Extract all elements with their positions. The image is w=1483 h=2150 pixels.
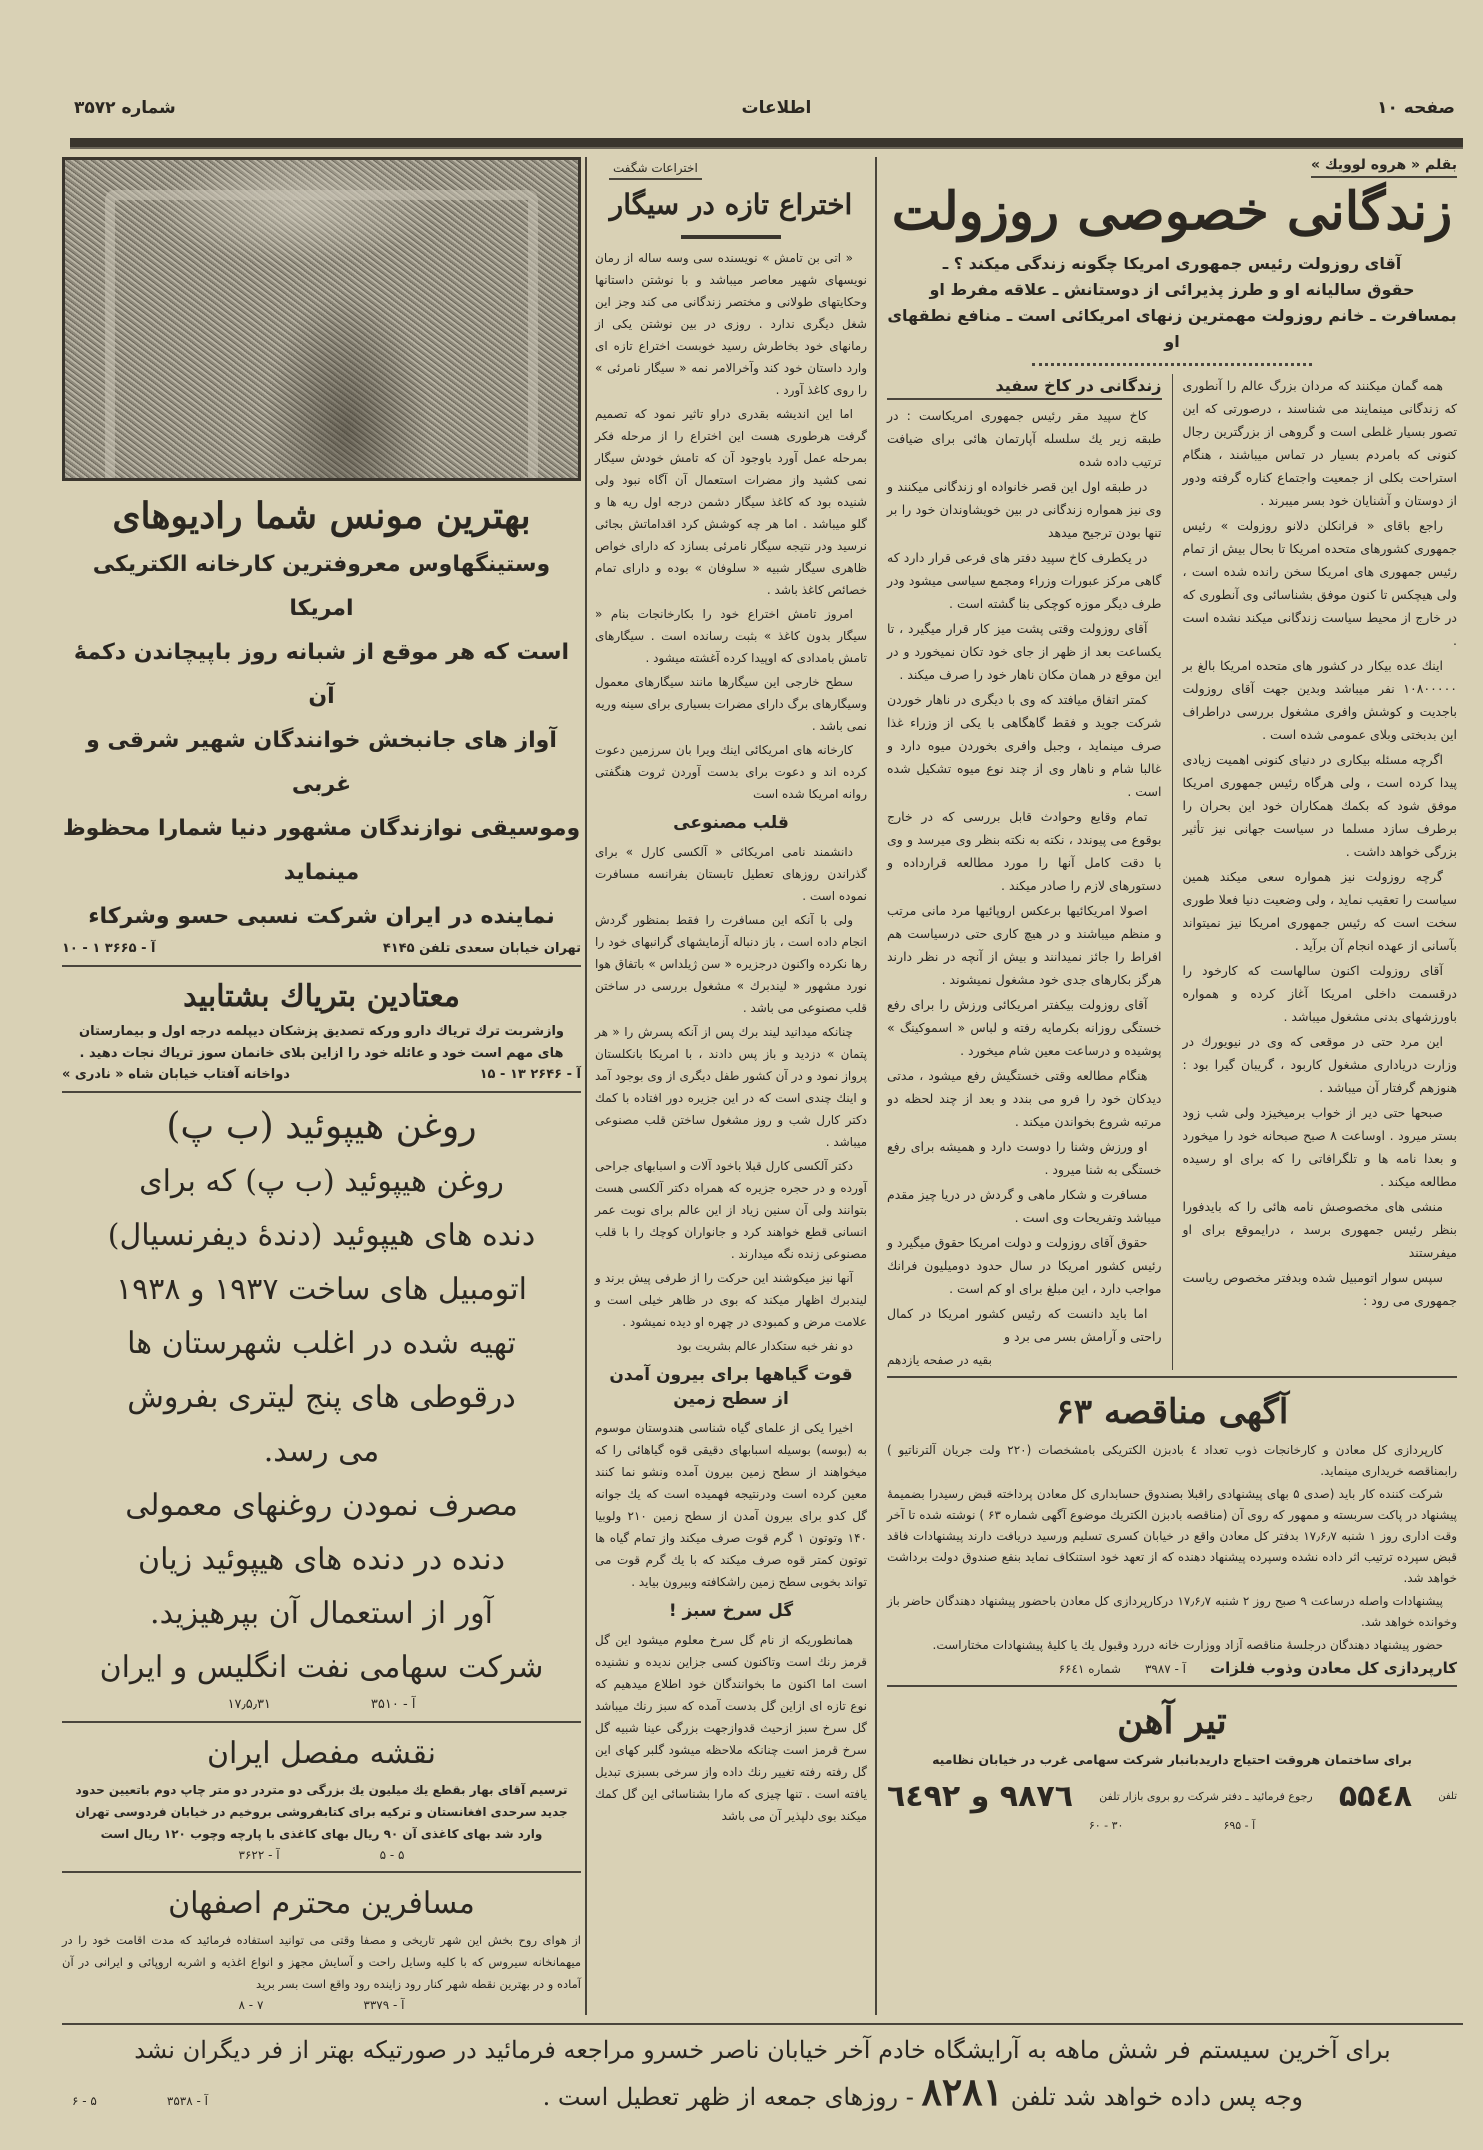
photo	[62, 157, 581, 481]
paragraph: پیشنهادات واصله درساعت ۹ صبح روز ۲ شنبه ۱۷٫۶٫۷ درکارپردازی کل معادن باحضور پیشنهاد دهندگان حاضر باز وخوانده خواهد شد.	[887, 1594, 1457, 1629]
subhead-artificial-heart: قلب مصنوعی	[673, 813, 789, 833]
iron-beam-ad	[887, 1693, 1457, 1835]
paragraph: شرکت کننده کار باید (صدی ۵ بهای پیشنهادی راقبلا بصندوق حسابداری کل معادن پرداخته قبض رسیدرا بضمیمهٔ پیشنهاد در پاکت سربسته و ممهور که روی آن (مناقصه بادبزن الکتریك موضوع آگهی شماره ۶۳ ) نوشته شده تا آخر وقت اداری روز ۱ شنبه ۱۷٫۶٫۷ بدفتر کل معادن واقع در خیابان کسری تسلیم ورسید دریافت دارند پیشنهادات فاقد قبض سپرده ترتیب اثر داده نشده وسپرده پیشنهاد دهنده که از تعهد خود استنکاف نماید بنفع صندوق دولت برداشت خواهد شد.	[887, 1487, 1457, 1585]
paragraph: آقای روزولت اکنون سالهاست که کارخود را درقسمت داخلی امریکا آغاز کرده و همواره باورزشهای بدنی مشغول میباشد .	[1182, 963, 1457, 1024]
phone-number: ۸۲۸۱	[921, 2069, 1004, 2114]
ad-line: می رسد.	[263, 1434, 380, 1469]
ad-code: آ - ۳۵۱۰	[370, 1697, 416, 1712]
ad-line: مصرف نمودن روغنهای معمولی	[125, 1488, 518, 1523]
subhead-plant-strength	[595, 1363, 867, 1411]
subhead-line: از سطح زمین	[673, 1389, 789, 1409]
newspaper-name: اطلاعات	[741, 98, 812, 118]
paragraph: راجع باقای « فرانکلن دلانو روزولت » رئیس جمهوری کشورهای متحده امریکا تا بحال بیش از تمام رئیس جمهوری های امریکا سخن رانده شده است ، ولی هیچکس تا کنون موفق بشناسائی وی آنطوری که در خارج از محیط سیاست زندگانی میکند نشده است .	[1182, 518, 1457, 648]
paragraph: در طبقه اول این قصر خانواده او زندگانی میکنند و وی نیز همواره زندگانی در بین خویشاوندان خود را بر تنها بودن ترجیح میدهد	[887, 479, 1162, 540]
paragraph: دکتر آلکسی کارل قبلا باخود آلات و اسبابهای جراحی آورده و در حجره جزیره که همراه دکتر آلکسی هست بتوانند ولی آن سنین زیاد از این عالم برای نوبت عمر انسانی قطع خواهند کرد و جانواران کوچك را با قلب مصنوعی زنده نگه میدارند .	[595, 1159, 867, 1261]
byline: بقلم « هروه لوویك »	[1311, 157, 1457, 178]
headline: زندگانی خصوصی روزولت	[891, 181, 1453, 242]
paragraph: سپس سوار اتومبیل شده وبدفتر مخصوص ریاست جمهوری می رود :	[1182, 1270, 1457, 1308]
ad-line: درقوطی های پنج لیتری بفروش	[127, 1380, 516, 1415]
ad-code: آ - ۳۹۸۷	[1144, 1662, 1187, 1676]
ad-divider	[887, 1685, 1457, 1687]
ad-code: ۵ - ۶	[72, 2094, 97, 2108]
deck-line: بمسافرت ـ خانم روزولت مهمترین زنهای امریکائی است ـ منافع نطقهای او	[887, 306, 1457, 351]
ad-code: آ - ۶۹۵	[1223, 1819, 1256, 1832]
phone-label: تلفن	[1438, 1791, 1457, 1802]
ad-line: وجه پس داده خواهد شد تلفن	[1010, 2083, 1303, 2111]
ad-date: ۱۷٫۵٫۳۱	[227, 1697, 271, 1712]
masthead	[62, 88, 1463, 128]
ad-line: روغن هیپوئید (ب پ) که برای	[139, 1164, 504, 1199]
ad-code: آ - ۲۶۴۶ ۱۳ - ۱۵	[479, 1067, 581, 1082]
phone-number: ۹۸۷٦ و ٦٤۹۲	[887, 1779, 1074, 1814]
oil-ad	[62, 1099, 581, 1715]
headline-rule	[681, 235, 781, 239]
paragraph: گرچه روزولت نیز همواره سعی میکند همین سیاست را تعقیب نماید ، ولی وضعیت دنیا فعلا طوری سخت است که رئیس جمهوری امریکا نیز نمیتواند بآسانی از عهده انجام آن برآید .	[1182, 869, 1457, 953]
ad-code: ۳۰ - ۶۰	[1088, 1819, 1124, 1832]
paragraph: سطح خارجی این سیگارها مانند سیگارهای معمول وسیگارهای برگ دارای مضرات بسیاری برای سینه وریه نمی باشد .	[595, 675, 867, 733]
ad-line: دنده در دنده های هیپوئید زیان	[138, 1542, 505, 1577]
paragraph: اصولا امریکائیها برعکس اروپائیها مرد مانی مرتب و منظم میباشند و در هیچ کاری حتی درسیاست هم افراط را جائز نمیدانند و بیش از آنچه در نظر دارند هرگز بکارهای جدی خود مشغول نمیشوند .	[887, 903, 1162, 987]
paragraph: کاخ سپید مقر رئیس جمهوری امریکاست : در طبقه زیر یك سلسله آپارتمان هائی برای ضیافت ترتیب داده شده	[887, 408, 1162, 469]
ad-code: ۵ - ۵	[379, 1848, 405, 1862]
ad-line: رجوع فرمائید ـ دفتر شرکت رو بروی بازار تلفن	[1099, 1790, 1313, 1803]
radio-ad	[62, 489, 581, 959]
paragraph: آنها نیز میکوشند این حرکت را از طرفی پیش برند و لیندبرك اظهار میکند که بوی در ظاهر خیلی است و علامت مرض و کمبودی در چهره او دیده نمیشود .	[595, 1271, 867, 1329]
ad-address: تهران خیابان سعدی تلفن ۴۱۴۵	[382, 941, 581, 956]
main-columns	[62, 157, 1463, 2015]
paragraph: حضور پیشنهاد دهندگان درجلسهٔ مناقصه آزاد ووزارت خانه دررد وقبول یك یا کلیهٔ پیشنهادات مختاراست.	[932, 1638, 1443, 1652]
phone-number: ۵۵٤۸	[1338, 1779, 1413, 1814]
ad-line: وموسیقی نوازندگان مشهور دنیا شمارا محظوظ مینماید	[62, 816, 581, 885]
paragraph: این مرد حتی در موقعی که وی در نیویورك در وزارت دریاداری مشغول کاربود ، گریبان گیرا بود : هنوزهم گرفتار آن میباشد .	[1182, 1034, 1457, 1095]
ad-title: معتادین بتریاك بشتابید	[183, 979, 460, 1014]
paragraph: کارپردازی کل معادن و کارخانجات ذوب تعداد ٤ بادبزن الکتریکی بامشخصات (۲۲۰ ولت جریان آلترناتیو ) رابمناقصه خریداری مینماید.	[887, 1443, 1457, 1478]
ad-code: آ - ۳۵۳۸	[166, 2094, 208, 2108]
ad-divider	[62, 965, 581, 967]
paragraph: اگرچه مسئله بیکاری در دنیای کنونی اهمیت زیادی پیدا کرده است ، ولی هرگاه رئیس جمهوری امریکا موفق شود که بکمك همکاران خود این بحران را برطرف سازد مسلما در سیاست جهانی نیز تأثیر بزرگی خواهد داشت .	[1182, 752, 1457, 859]
ad-line: برای ساختمان هروقت احتیاج داریدبانبار شرکت سهامی غرب در خیابان نظامیه	[932, 1752, 1412, 1767]
ad-divider	[62, 1091, 581, 1093]
continued-note: بقیه در صفحه یازدهم	[887, 1353, 992, 1367]
ad-code: آ - ۳۶۶۵ ۱ - ۱۰	[62, 941, 156, 956]
paragraph: همانطوریکه از نام گل سرخ معلوم میشود این گل قرمز رنك است وتاکنون کسی جزاین ندیده و نشنیده است اما اکنون ما بخوانندگان خود اطلاع میدهیم که نوع تازه ای ازاین گل بدست آمده که سبز رنك میباشد گل سرخ سبز ازحیث قدوازجهت بزرگی عینا شبیه گل سرخ قرمز است چنانکه ملاحظه میشود گلبر کهای این گل رفته رفته تغییر رنك داده واز سرخی بسبزی تبدیل یافته است . تنها چیزی که مارا بشناسائی این گل کمك میکند بوی دلپذیر آن می باشد	[595, 1633, 867, 1823]
ad-code: ۷ - ۸	[238, 1998, 264, 2012]
ad-line: دنده های هیپوئید (دندهٔ دیفرنسیال)	[107, 1218, 536, 1253]
paragraph: اخیرا یکی از علمای گیاه شناسی هندوستان موسوم به (بوسه) بوسیله اسبابهای دقیقی قوه گیاهائی را که میخواهند از سطح زمین بیرون آمده ونشو نما کنند معین کرده است ودرنتیجه فهمیده است که یك جوانه گل کدو برای بیرون آمدن از سطح زمین ۲۱۰ ولوبیا ۱۴۰ وتوتون ۱ گرم قوت صرف میکند واز تمام گیاه ها توتون کمتر قوه صرف میکند که با یك گرم قوت می تواند بخوبی سطح زمین راشکافته وبیرون بیاید .	[595, 1421, 867, 1589]
ad-title: نقشه مفصل ایران	[206, 1736, 437, 1771]
paragraph: کارخانه های امریکائی اینك ویرا بان سرزمین دعوت کرده اند و دعوت برای بدست آوردن ثروت هنگفتی روانه امریکا شده است	[595, 743, 867, 801]
barber-ad	[62, 2031, 1463, 2120]
subhead-green-rose: گل سرخ سبز !	[668, 1601, 794, 1621]
ad-text: ترسیم آقای بهار بقطع یك میلیون یك بزرگی دو متردر دو متر چاپ دوم باتعیین حدود جدید سرحدی افغانستان و ترکیه برای کتابفروشی بروخیم در خیابان فردوسی تهران وارد شد بهای کاغذی آن ۹۰ ریال بهای کاغذی با پارچه وچوب ۱۲۰ ریال است	[75, 1783, 568, 1841]
deck-line: حقوق سالیانه او و طرز پذیرائی از دوستانش ـ علاقه مفرط او	[929, 280, 1415, 299]
paragraph: اما این اندیشه بقدری دراو تاثیر نمود که تصمیم گرفت هرطوری هست این اختراع را از مرحله فکر بمرحله عمل آورد باوجود آن که تامش خودش سیگار نمی کشید واز مضرات استعمال آن آگاه نبود ولی شنیده بود که کاغذ سیگار دشمن درجه اول ریه ها و گلو میباشد . اما هر چه کوشش کرد اقداماتش بجائی نرسید ودر نتیجه سیگار نامرئی بسازد که دارای خواص ظاهری سیگار شبیه « سلوفان » بوده و دارای تمام خصائص کاغذ باشد .	[595, 407, 867, 597]
page-number: صفحه ۱۰	[1377, 98, 1455, 118]
paragraph: او ورزش وشنا را دوست دارد و همیشه برای رفع خستگی به شنا میرود .	[887, 1139, 1162, 1177]
tender-ad	[887, 1384, 1457, 1679]
paragraph: آقای روزولت بیکفتر امریکائی ورزش را برای رفع خستگی روزانه بکرمایه رفته و لباس « اسموکینگ » پوشیده و درساعت معین شام میخورد .	[887, 997, 1162, 1058]
paragraph: در یکطرف کاخ سپید دفتر های فرعی قرار دارد که گاهی مرکز عبورات وزراء ومجمع سیاسی میشود ودر طرف دیگر موزه کوچکی بنا گشته است .	[887, 550, 1162, 611]
cigar-article	[585, 157, 875, 2015]
paragraph: مسافرت و شکار ماهی و گردش در دریا چیز مقدم میباشد وتفریحات وی است .	[887, 1187, 1162, 1225]
paragraph: چنانکه میدانید لیند برك پس از آنکه پسرش را « هر پتمان » دزدید و باز پس دادند ، با امریکا بانکلستان پرواز نمود و در آن کشور طفل دیگری از وی بوجود آمد و اینك چندی است که در این جزیره دور افتاده با کمك دکتر کارل شب و روز مشغول ساختن قلب مصنوعی میباشد .	[595, 1025, 867, 1149]
ad-text: از هوای روح بخش این شهر تاریخی و مصفا وقتی می توانید استفاده فرمائید که مدت اقامت خود را در میهمانخانه سیروس که با کلیه وسایل راحت و آسایش مجهز و انواع اغذیه و اشربه اروپائی و ایرانی در آن آماده و در بهترین نقطه شهر کنار رود زاینده رود واقع است بسر برید	[62, 1933, 581, 1991]
ad-title: آگهی مناقصه ۶۳	[1055, 1392, 1289, 1432]
paragraph: اینك عده بیکار در کشور های متحده امریکا بالغ بر ۱۰۸۰۰۰۰۰ نفر میباشد وبدین جهت آقای روزولت باجدیت و کوشش وافری مشغول بررسی دراطراف این بدبختی وبلای عمومی شده است .	[1182, 658, 1457, 742]
ad-code: آ - ۳۳۷۹	[363, 1998, 405, 2012]
paragraph: صبحها حتی دیر از خواب برمیخیزد ولی شب زود بستر میرود . اوساعت ۸ صبح صبحانه خود را میخورد و بعدا نامه ها و تلگرافاتی را که برای او رسیده مطالعه میکند .	[1182, 1105, 1457, 1189]
paragraph: دو نفر خبه ستکدار عالم بشریت بود	[676, 1339, 853, 1353]
paragraph: امروز تامش اختراع خود را بکارخانجات بنام « سیگار بدون کاغذ » بثبت رسانده است . سیگارهای تامش بامدادی که اوپیدا کرده آغشته میشود .	[595, 607, 867, 665]
ad-title: بهترین مونس شما رادیوهای	[112, 495, 531, 537]
ad-title: تیر آهن	[1117, 1700, 1227, 1742]
deck-line: آقای روزولت رئیس جمهوری امریکا چگونه زندگی میکند ؟ ـ	[942, 254, 1402, 273]
ad-line: است که هر موقع از شبانه روز باپیچاندن دکمهٔ آن	[73, 640, 570, 709]
ad-line: شرکت سهامی نفت انگلیس و ایران	[99, 1650, 544, 1685]
ad-signature: کارپردازی کل معادن وذوب فلزات	[1210, 1659, 1457, 1677]
roosevelt-subcolumns	[887, 374, 1457, 1370]
ad-line: تهیه شده در اغلب شهرستان ها	[127, 1326, 516, 1361]
ad-line: نماینده در ایران شرکت نسبی حسو وشرکاء	[88, 904, 555, 929]
masthead-rule	[70, 138, 1463, 149]
ad-line: آور از استعمال آن بپرهیزید.	[150, 1596, 493, 1631]
ad-line: وستینگهاوس معروفترین کارخانه الکتریکی امریکا	[92, 552, 551, 621]
ad-line: اتومبیل های ساخت ۱۹۳۷ و ۱۹۳۸	[116, 1272, 527, 1307]
paragraph: اما باید دانست که رئیس کشور امریکا در کمال راحتی و آرامش بسر می برد و	[887, 1306, 1162, 1344]
subhead-white-house: زندگانی در کاخ سفید	[887, 374, 1162, 400]
ad-code: آ - ۳۶۲۲	[238, 1848, 280, 1862]
roosevelt-column-2	[887, 374, 1172, 1370]
map-ad	[62, 1729, 581, 1865]
subhead-line: قوت گیاهها برای بیرون آمدن	[609, 1365, 853, 1385]
paragraph: حقوق آقای روزولت و دولت امریکا حقوق میگیرد و رئیس کشور امریکا در سال حدود دومیلیون فرانك مواجب دارد ، این مبلغ برای او کم است .	[887, 1235, 1162, 1296]
issue-number: شماره ۳۵۷۲	[74, 98, 176, 118]
roosevelt-article	[887, 157, 1457, 1370]
ad-line: وازشربت ترك تریاك دارو ورکه تصدیق پزشکان دیپلمه درجه اول و بیمارستان	[78, 1024, 565, 1039]
ad-divider	[62, 1871, 581, 1873]
section-rule	[887, 1376, 1457, 1378]
dotted-rule	[1032, 363, 1312, 366]
banner-rule	[62, 2023, 1463, 2025]
ad-line: آواز های جانبخش خوانندگان شهیر شرقی و غربی	[86, 728, 557, 797]
ad-line: برای آخرین سیستم فر شش ماهه به آرایشگاه خادم آخر خیابان ناصر خسرو مراجعه فرمائید در صورتیکه بهتر از فر دیگران نشد	[134, 2036, 1391, 2064]
paragraph: منشی های مخصوصش نامه هائی را که بایدفورا بنظر رئیس جمهوری برسد ، درایموقع برای او میفرستند	[1182, 1199, 1457, 1260]
paragraph: همه گمان میکنند که مردان بزرگ عالم را آنطوری که زندگانی مینمایند می شناسند ، درصورتی که این تصور بسیار غلطی است و گروهی از بزرگترین رجال کنونی که بامردم بسیار در تماس میباشند ، هنگام استراحت بکلی از جمعیت واجتماع کناره گرفته ودور از دوستان و آشنایان خود بسر میبرند .	[1182, 378, 1457, 508]
left-column	[62, 157, 585, 2015]
paragraph: تمام وقایع وحوادث قابل بررسی که در خارج بوقوع می پیوندد ، نکته به نکته بنظر وی میرسد و وی با دقت کامل آنها را مورد مطالعه قرارداده و دستورهای لازم را صادر میکند .	[887, 809, 1162, 893]
ad-line: های مهم است خود و عائله خود را ازاین بلای خانمان سوز تریاك نجات دهید .	[79, 1046, 564, 1061]
paragraph: دانشمند نامی امریکائی « آلکسی کارل » برای گذراندن روزهای تعطیل تابستان بفرانسه مسافرت نموده است .	[595, 845, 867, 903]
right-column	[875, 157, 1463, 2015]
paragraph: ولی با آنکه این مسافرت را فقط بمنظور گردش انجام داده است ، باز دنباله آزمایشهای گرانبهای خود را رها نکرده واکنون درجزیره « سن ژیلداس » باتفاق هوا نورد مشهور « لیندبرك » مشغول بررسی در ساختن قلب مصنوعی می باشد .	[595, 913, 867, 1015]
headline: اختراع تازه در سیگار	[609, 188, 853, 221]
ad-number: شماره ۶۶٤۱	[1058, 1662, 1121, 1676]
paragraph: « اتی بن تامش » نویسنده سی وسه ساله از رمان نویسهای شهیر معاصر میباشد و با نوشتن داستانها وحکایتهای طولانی و مختصر زندگانی می کند وجز این شغل دیگری ندارد . روزی در بین نوشتن یکی از رمانهای خود بخاطرش رسید خوبست اختراع تازه ای وارد داستان خود کند وآخرالامر نمه « سیگار نامرئی » را روی کاغذ آورد .	[595, 251, 867, 397]
paragraph: آقای روزولت وقتی پشت میز کار قرار میگیرد ، تا یکساعت بعد از ظهر از جای خود تکان نمیخورد و در این موقع در همان مکان ناهار خود را صرف میکند .	[887, 621, 1162, 682]
paragraph: هنگام مطالعه وقتی خستگیش رفع میشود ، مدتی دیدکان خود را فرو می بندد و بعد از چند لحظه دو مرتبه شروع بخواندن میکند .	[887, 1068, 1162, 1129]
ad-divider	[62, 1721, 581, 1723]
roosevelt-column-1	[1172, 374, 1458, 1370]
ad-title: روغن هیپوئید (ب پ)	[166, 1106, 477, 1147]
ad-address: دواخانه آفتاب خیابان شاه « نادری »	[62, 1067, 290, 1082]
opium-ad	[62, 973, 581, 1085]
isfahan-ad	[62, 1879, 581, 2015]
kicker: اختراعات شگفت	[609, 161, 702, 180]
paragraph: کمتر اتفاق میافتد که وی با دیگری در ناهار خوردن شرکت جوید و فقط گاهگاهی با یکی از وزراء غذا صرف مینماید ، وجبل وافری بخوردن میوه دارد و غالبا شام و ناهار وی از چند نوع میوه تشکیل شده است .	[887, 692, 1162, 799]
ad-title: مسافرین محترم اصفهان	[168, 1886, 475, 1921]
ad-line: - روزهای جمعه از ظهر تعطیل است .	[542, 2083, 914, 2111]
